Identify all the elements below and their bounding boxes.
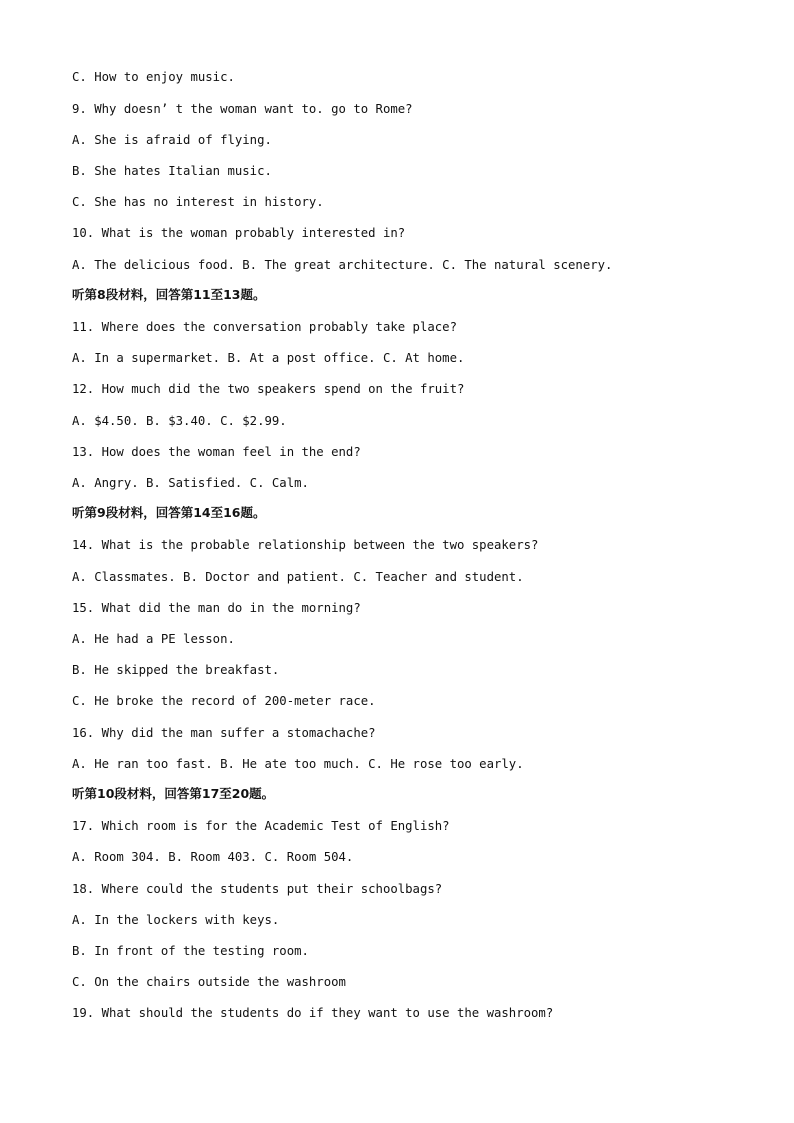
question-13: 13. How does the woman feel in the end?: [72, 445, 361, 459]
option-line: A. In a supermarket. B. At a post office. C. At home.: [72, 351, 465, 365]
option-line: A. He ran too fast. B. He ate too much. C. He rose too early.: [72, 757, 524, 771]
question-16: 16. Why did the man suffer a stomachache?: [72, 726, 376, 740]
option-line: B. In front of the testing room.: [72, 944, 309, 958]
option-line: C. How to enjoy music.: [72, 70, 235, 84]
option-line: C. On the chairs outside the washroom: [72, 975, 346, 989]
option-line: C. He broke the record of 200-meter race.: [72, 694, 376, 708]
section-heading-10: 听第10段材料，回答第17至20题。: [72, 786, 275, 801]
question-15: 15. What did the man do in the morning?: [72, 601, 361, 615]
question-10: 10. What is the woman probably interested in?: [72, 226, 406, 240]
option-line: B. He skipped the breakfast.: [72, 663, 280, 677]
option-line: C. She has no interest in history.: [72, 195, 324, 209]
option-line: A. Angry. B. Satisfied. C. Calm.: [72, 476, 309, 490]
option-line: B. She hates Italian music.: [72, 164, 272, 178]
option-line: A. $4.50. B. $3.40. C. $2.99.: [72, 414, 287, 428]
question-11: 11. Where does the conversation probably take place?: [72, 320, 457, 334]
option-line: A. He had a PE lesson.: [72, 632, 235, 646]
question-14: 14. What is the probable relationship between the two speakers?: [72, 538, 539, 552]
question-17: 17. Which room is for the Academic Test of English?: [72, 819, 450, 833]
question-12: 12. How much did the two speakers spend on the fruit?: [72, 382, 465, 396]
option-line: A. In the lockers with keys.: [72, 913, 280, 927]
option-line: A. The delicious food. B. The great architecture. C. The natural scenery.: [72, 258, 613, 272]
option-line: A. Room 304. B. Room 403. C. Room 504.: [72, 850, 354, 864]
question-19: 19. What should the students do if they want to use the washroom?: [72, 1006, 554, 1020]
option-line: A. She is afraid of flying.: [72, 133, 272, 147]
section-heading-8: 听第8段材料，回答第11至13题。: [72, 287, 266, 302]
option-line: A. Classmates. B. Doctor and patient. C. Teacher and student.: [72, 570, 524, 584]
section-heading-9: 听第9段材料，回答第14至16题。: [72, 505, 266, 520]
question-18: 18. Where could the students put their schoolbags?: [72, 882, 443, 896]
question-9: 9. Why doesn’ t the woman want to. go to Rome?: [72, 102, 413, 116]
